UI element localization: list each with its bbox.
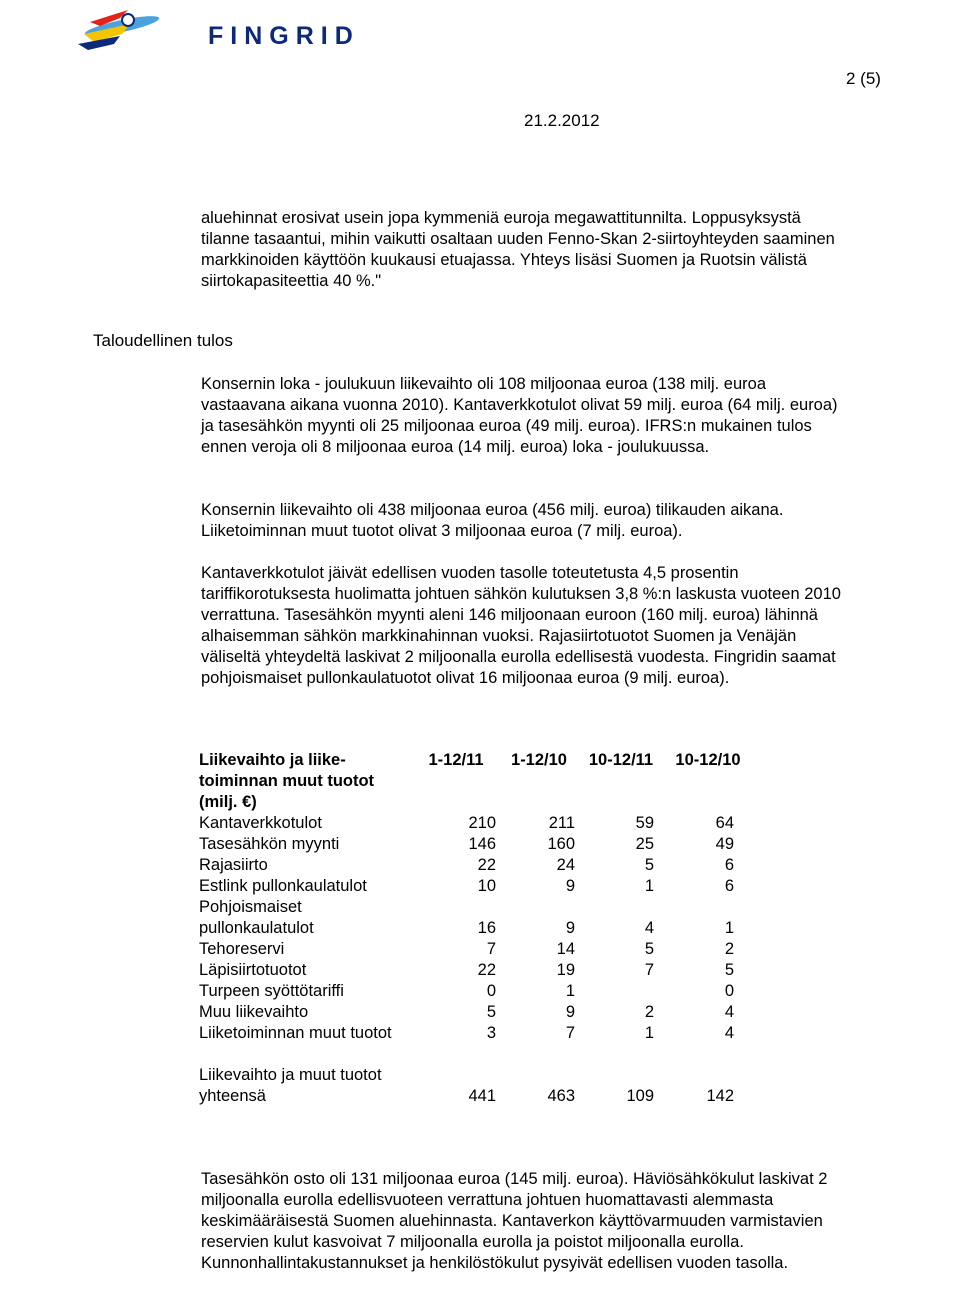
table-row: [199, 1023, 754, 1044]
table-total-row: [199, 1065, 754, 1107]
cell-value: 16: [477, 919, 496, 937]
row-label: Kantaverkkotulot: [199, 814, 322, 832]
paragraph-grid-revenue-analysis: Kantaverkkotulot jäivät edellisen vuoden tasolle toteutetusta 4,5 prosentin tariffikorotuksesta huolimatta johtuen sähkön kulutuksen 3,8 %:n laskusta vuoteen 2010 verrattuna. Tasesähkön myynti aleni 146 miljoonaan euroon (160 milj. euroa) lähinnä alhaisemman sähkön markkinahinnan vuoksi. Rajasiirtotuotot Suomen ja Venäjän väliseltä yhteydeltä laskivat 2 miljoonalla eurolla edellisestä vuodesta. Fingridin saamat pohjoismaiset pullonkaulatuotot olivat 16 miljoonaa euroa (9 milj. euroa).: [201, 564, 841, 687]
cell-value: 1: [644, 877, 654, 895]
table-spacer-row: [199, 1044, 754, 1065]
cell-value: 4: [724, 1024, 734, 1042]
column-header: 1-12/10: [511, 751, 567, 769]
fingrid-logo: [70, 4, 360, 54]
row-label: Tehoreservi: [199, 940, 285, 958]
total-label: Liikevaihto ja muut tuotot yhteensä: [199, 1066, 382, 1105]
cell-value: 7: [565, 1024, 575, 1042]
revenue-table: [199, 750, 754, 1107]
cell-value: 4: [724, 1003, 734, 1021]
column-header: 1-12/11: [428, 751, 484, 769]
section-heading: Taloudellinen tulos: [93, 331, 233, 350]
cell-value: 160: [547, 835, 575, 853]
logo-wordmark: FINGRID: [208, 22, 360, 50]
cell-value: 9: [565, 877, 575, 895]
cell-value: 49: [715, 835, 734, 853]
row-label: Läpisiirtotuotot: [199, 961, 307, 979]
cell-value: 7: [644, 961, 654, 979]
cell-value: 10: [477, 877, 496, 895]
table-row: [199, 834, 754, 855]
table-row: [199, 960, 754, 981]
table-row: [199, 897, 754, 939]
document-date: 21.2.2012: [524, 111, 600, 130]
table-header-row: [199, 750, 754, 813]
cell-value: 211: [548, 814, 575, 832]
cell-value: 19: [556, 961, 575, 979]
cell-value: 64: [715, 814, 734, 832]
cell-value: [580, 981, 662, 1002]
total-value: 441: [468, 1087, 496, 1105]
cell-value: 59: [635, 814, 654, 832]
cell-value: 2: [644, 1003, 654, 1021]
intro-paragraph: aluehinnat erosivat usein jopa kymmeniä euroja megawattitunnilta. Loppusyksystä tilanne tasaantui, mihin vaikutti osaltaan uuden Fenno-Skan 2-siirtoyhteyden saaminen markkinoiden käyttöön kuukausi etuajassa. Yhteys lisäsi Suomen ja Ruotsin välistä siirtokapasiteettia 40 %.": [201, 209, 835, 290]
paragraph-annual-revenue: Konsernin liikevaihto oli 438 miljoonaa euroa (456 milj. euroa) tilikauden aikana. Liiketoiminnan muut tuotot olivat 3 miljoonaa euroa (7 milj. euroa).: [201, 501, 784, 540]
cell-value: 6: [724, 856, 734, 874]
table-row: [199, 813, 754, 834]
table-row: [199, 939, 754, 960]
page-number: 2 (5): [846, 69, 881, 88]
total-value: 463: [547, 1087, 575, 1105]
cell-value: 1: [724, 919, 734, 937]
paragraph-quarter-results: Konsernin loka - joulukuun liikevaihto oli 108 miljoonaa euroa (138 milj. euroa vastaavana aikana vuonna 2010). Kantaverkkotulot olivat 59 milj. euroa (64 milj. euroa) ja tasesähkön myynti oli 25 miljoonaa euroa (49 milj. euroa). IFRS:n mukainen tulos ennen veroja oli 8 miljoonaa euroa (14 milj. euroa) loka - joulukuussa.: [201, 375, 838, 456]
row-label: Muu liikevaihto: [199, 1003, 309, 1021]
row-label: Turpeen syöttötariffi: [199, 982, 344, 1000]
cell-value: 6: [724, 877, 734, 895]
row-label: Pohjoismaiset pullonkaulatulot: [199, 898, 314, 937]
cell-value: 5: [644, 940, 654, 958]
total-value: 142: [706, 1087, 734, 1105]
cell-value: 22: [477, 961, 496, 979]
cell-value: 5: [644, 856, 654, 874]
cell-value: 0: [486, 982, 496, 1000]
table-row: [199, 876, 754, 897]
row-label: Estlink pullonkaulatulot: [199, 877, 367, 895]
table-row: [199, 981, 754, 1002]
cell-value: 7: [486, 940, 496, 958]
table-row: [199, 855, 754, 876]
cell-value: 9: [565, 919, 575, 937]
closing-paragraph: Tasesähkön osto oli 131 miljoonaa euroa (145 milj. euroa). Häviösähkökulut laskivat 2 miljoonalla eurolla edellisvuoteen verrattuna johtuen huomattavasti alemmasta keskimääräisestä Suomen aluehinnasta. Kantaverkon käyttövarmuuden varmistavien reservien kulut kasvoivat 7 miljoonalla eurolla ja poistot miljoonalla eurolla. Kunnonhallintakustannukset ja henkilöstökulut pysyivät edellisen vuoden tasolla.: [201, 1170, 828, 1272]
cell-value: 14: [556, 940, 575, 958]
cell-value: 9: [565, 1003, 575, 1021]
fingrid-logo-mark-icon: [70, 4, 205, 54]
cell-value: 210: [468, 814, 496, 832]
cell-value: 3: [486, 1024, 496, 1042]
cell-value: 2: [724, 940, 734, 958]
table-row: [199, 1002, 754, 1023]
column-header: 10-12/10: [675, 751, 741, 769]
cell-value: 25: [635, 835, 654, 853]
row-label: Rajasiirto: [199, 856, 268, 874]
column-header: 10-12/11: [588, 751, 654, 769]
total-value: 109: [626, 1087, 654, 1105]
cell-value: 1: [565, 982, 575, 1000]
row-label: Liiketoiminnan muut tuotot: [199, 1024, 392, 1042]
cell-value: 22: [477, 856, 496, 874]
cell-value: 146: [468, 835, 496, 853]
cell-value: 1: [644, 1024, 654, 1042]
cell-value: 5: [724, 961, 734, 979]
cell-value: 24: [556, 856, 575, 874]
table-header-label: Liikevaihto ja liike-toiminnan muut tuotot (milj. €): [199, 751, 375, 811]
cell-value: 4: [644, 919, 654, 937]
cell-value: 0: [724, 982, 734, 1000]
row-label: Tasesähkön myynti: [199, 835, 340, 853]
cell-value: 5: [486, 1003, 496, 1021]
